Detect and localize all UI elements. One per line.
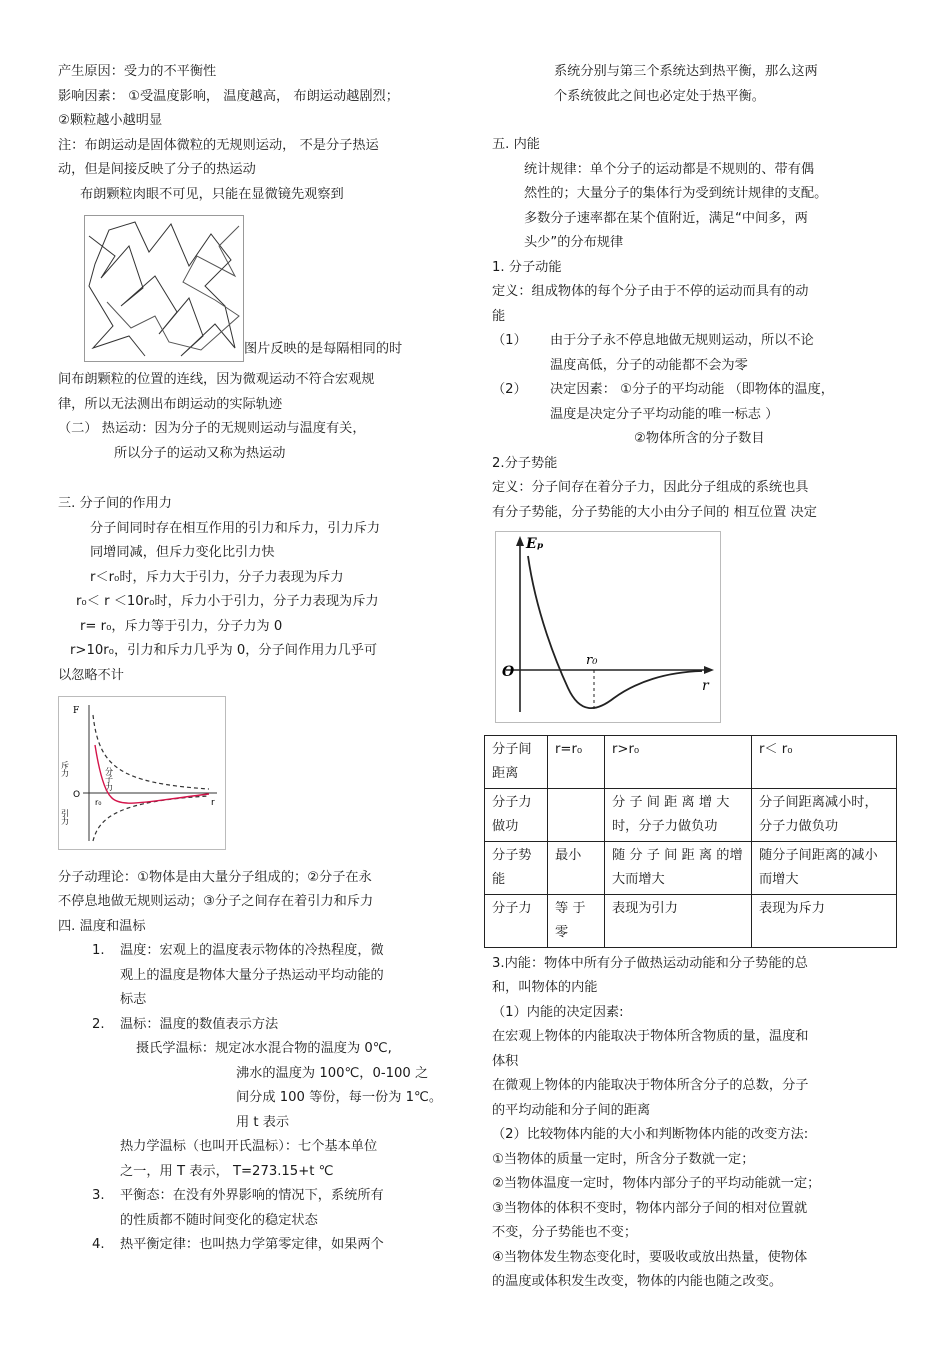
text-line: 分子间同时存在相互作用的引力和斥力，引力斥力	[90, 520, 381, 536]
molecular-force-figure	[58, 696, 226, 850]
r-axis-label: r	[211, 798, 215, 808]
subsection-title: 1. 分子动能	[492, 259, 562, 275]
text-line: 和，叫物体的内能	[492, 980, 598, 995]
text-line: 定义：分子间存在着分子力，因此分子组成的系统也具	[492, 480, 809, 495]
text-line: 同增同减，但斥力变化比引力快	[90, 545, 275, 560]
text-line: （1）内能的决定因素:	[492, 1004, 624, 1020]
text-line: 间布朗颗粒的位置的连线，因为微观运动不符合宏观规	[58, 372, 375, 387]
text-line: （2）比较物体内能的大小和判断物体内能的改变方法:	[492, 1127, 809, 1142]
text-line: ③当物体的体积不变时，物体内部分子间的相对位置就	[492, 1200, 808, 1216]
right-column	[492, 60, 902, 1295]
text-line: ②当物体温度一定时，物体内部分子的平均动能就一定；	[492, 1176, 821, 1191]
text-line: 在宏观上物体的内能取决于物体所含物质的量，温度和	[492, 1029, 809, 1044]
text-line: 产生原因：受力的不平衡性	[58, 64, 217, 79]
text-line: 影响因素： ①受温度影响， 温度越高， 布朗运动越剧烈；	[58, 88, 399, 104]
list-item: （1） 由于分子永不停息地做无规则运动，所以不论 温度高低，分子的动能都不会为零	[492, 333, 814, 373]
list-item: 3. 平衡态：在没有外界影响的情况下，系统所有 的性质都不随时间变化的稳定状态	[92, 1188, 384, 1228]
text-line: r＜r₀时，斥力大于引力，分子力表现为斥力	[90, 569, 344, 585]
text-line: 注：布朗运动是固体微粒的无规则运动， 不是分子热运	[58, 137, 379, 153]
comparison-table	[484, 735, 897, 948]
figure-caption: 图片反映的是每隔相同的时	[244, 341, 403, 357]
table-row: 分子势能 最小 随 分 子 间 距 离 的增大而增大 随分子间距离的减小而增大	[485, 841, 897, 894]
text-line: 多数分子速率都在某个值附近，满足“中间多，两	[524, 210, 808, 226]
molecular-force-label: 分子力	[104, 767, 114, 791]
subsection-title: 2.分子势能	[492, 455, 558, 471]
section-title: 五. 内能	[492, 137, 540, 152]
text-line: ②颗粒越小越明显	[58, 113, 163, 128]
table-row: 分子力做功 分 子 间 距 离 增 大时，分子力做负功 分子间距离减小时，分子力做负功	[485, 788, 897, 841]
list-item: 2. 温标：温度的数值表示方法 摄氏学温标：规定冰水混合物的温度为 0℃, 沸水的温度为 100℃，0-100 之 间分成 100 等份，每一份为 1℃。 用 t 表示 热力学温标（也叫开氏温标）：七个基本单位 之一，用 T 表示， T=273.15+t ℃	[92, 1016, 443, 1179]
section-title: 四. 温度和温标	[58, 918, 146, 934]
text-line: 体积	[492, 1053, 519, 1069]
list-item: 4. 热平衡定律：也叫热力学第零定律，如果两个	[92, 1237, 384, 1252]
attraction-curve	[93, 796, 209, 841]
text-line: 以忽略不计	[58, 667, 124, 683]
text-line: ①当物体的质量一定时，所含分子数就一定；	[492, 1151, 755, 1167]
text-line: 能	[492, 308, 506, 324]
text-line: 然性的；大量分子的集体行为受到统计规律的支配。	[524, 186, 828, 201]
text-line: 律，所以无法测出布朗运动的实际轨迹	[58, 396, 283, 412]
potential-energy-figure	[495, 531, 721, 723]
text-line: 在微观上物体的内能取决于物体所含分子的总数，分子	[492, 1078, 809, 1093]
text-line: 所以分子的运动又称为热运动	[114, 445, 286, 461]
left-column	[58, 60, 443, 1258]
list-item: 1. 温度：宏观上的温度表示物体的冷热程度，微 观上的温度是物体大量分子热运动平均动能的 标志	[92, 943, 384, 1007]
text-line: 的温度或体积发生改变，物体的内能也随之改变。	[492, 1274, 783, 1289]
r0-label: r₀	[586, 653, 598, 668]
list-item: （2） 决定因素： ①分子的平均动能 （即物体的温度， 温度是决定分子平均动能的唯一标志 ） ②物体所含的分子数目	[492, 382, 834, 446]
table-row: 分子间距离 r=r₀ r>r₀ r＜ r₀	[485, 735, 897, 788]
attraction-label: 引力	[60, 809, 70, 825]
brownian-motion-figure	[84, 215, 244, 362]
text-line: r₀＜ r ＜10r₀时，斥力小于引力，分子力表现为斥力	[76, 594, 379, 609]
text-line: 个系统彼此之间也必定处于热平衡。	[554, 88, 765, 104]
text-line: 统计规律：单个分子的运动都是不规则的、带有偶	[524, 161, 815, 177]
text-line: 定义：组成物体的每个分子由于不停的运动而具有的动	[492, 284, 809, 299]
text-line: 3.内能：物体中所有分子做热运动动能和分子势能的总	[492, 955, 808, 971]
origin-label: O	[502, 664, 515, 680]
text-line: 动，但是间接反映了分子的热运动	[58, 162, 256, 177]
r-axis-label: r	[702, 678, 709, 694]
text-line: r>10r₀，引力和斥力几乎为 0，分子间作用力几乎可	[70, 643, 378, 658]
r0-label: r₀	[95, 798, 102, 807]
ep-axis-label: Eₚ	[526, 536, 544, 552]
origin-label: O	[73, 790, 81, 800]
text-line: 不停息地做无规则运动；③分子之间存在着引力和斥力	[58, 894, 374, 909]
ep-curve	[528, 556, 702, 708]
text-line: 不变，分子势能也不变；	[492, 1225, 638, 1240]
section-title: 三. 分子间的作用力	[58, 496, 172, 511]
text-line: 系统分别与第三个系统达到热平衡，那么这两	[554, 64, 818, 79]
text-line: 分子动理论：①物体是由大量分子组成的；②分子在永	[58, 869, 372, 885]
text-line: r= r₀，斥力等于引力，分子力为 0	[80, 618, 283, 634]
table-row: 分子力 等 于零 表现为引力 表现为斥力	[485, 894, 897, 947]
text-line: 布朗颗粒肉眼不可见，只能在显微镜先观察到	[80, 186, 344, 202]
text-line: 的平均动能和分子间的距离	[492, 1102, 651, 1118]
brownian-figure-row	[84, 215, 438, 362]
text-line: ④当物体发生物态变化时，要吸收或放出热量，使物体	[492, 1249, 808, 1265]
text-line: （二） 热运动：因为分子的无规则运动与温度有关，	[58, 421, 366, 436]
text-line: 有分子势能，分子势能的大小由分子间的 相互位置 决定	[492, 504, 817, 520]
repulsion-label: 斥力	[60, 761, 70, 777]
text-line: 头少”的分布规律	[524, 235, 624, 250]
force-axis-label: F	[73, 706, 80, 716]
